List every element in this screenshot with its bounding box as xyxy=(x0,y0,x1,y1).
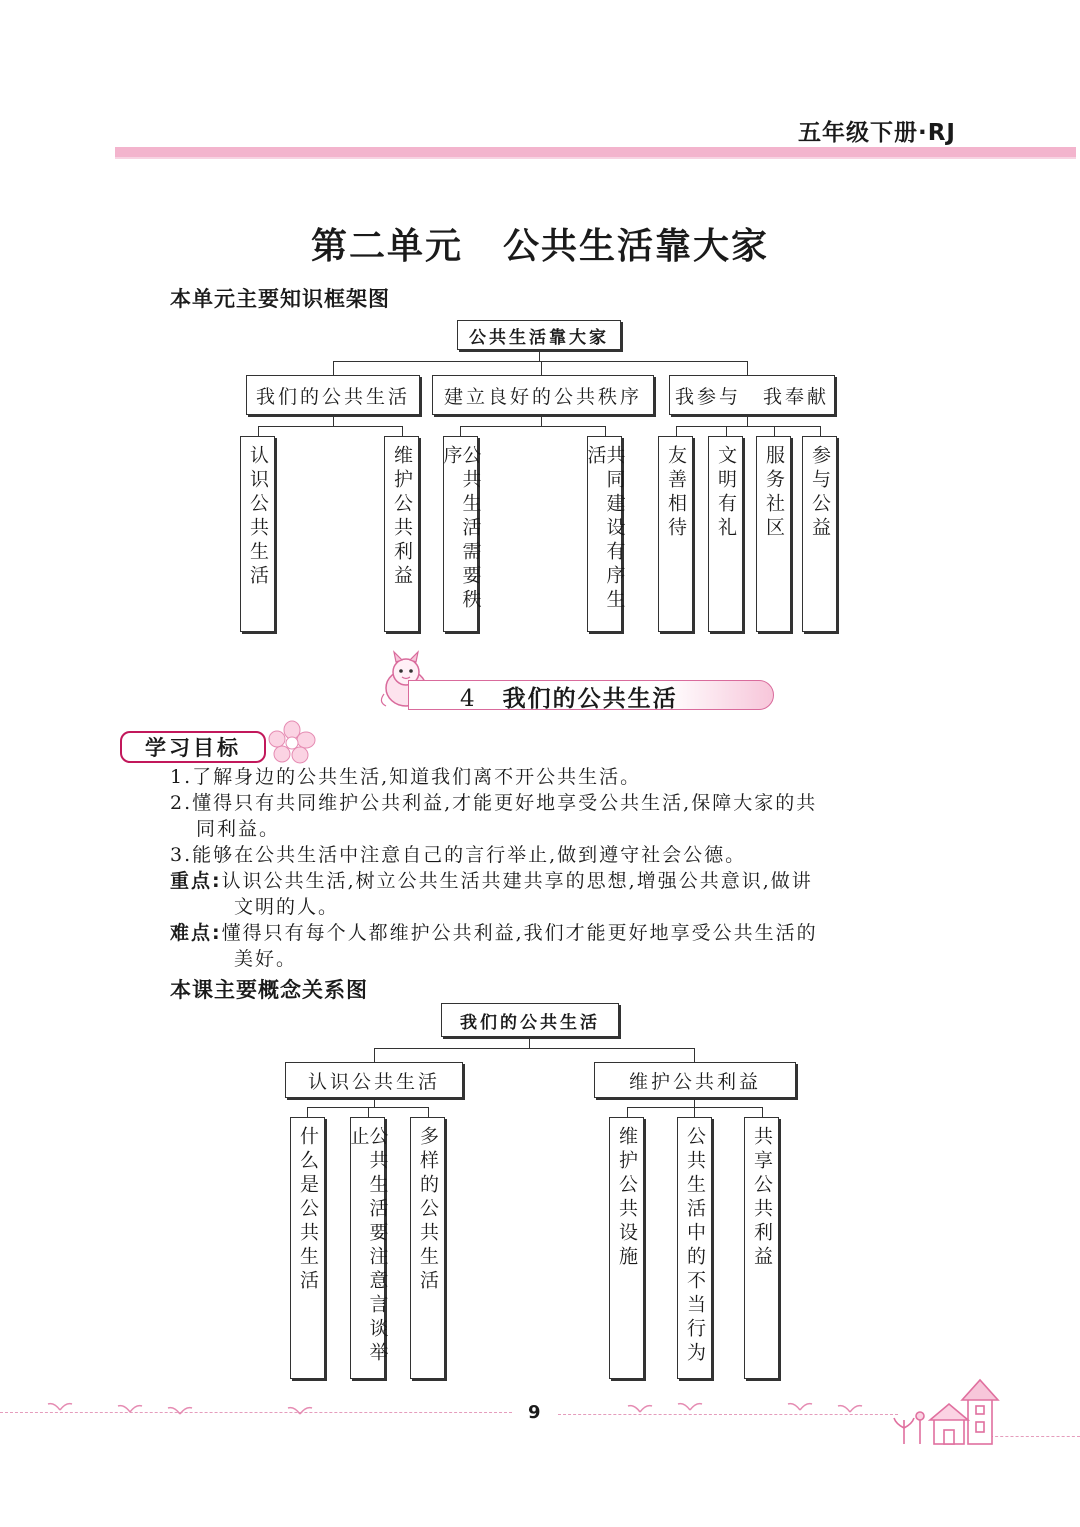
framework-leaf: 维护公共利益 xyxy=(384,436,419,632)
key-point-label: 重点: xyxy=(170,870,222,892)
concept-leaf: 维护公共设施 xyxy=(609,1117,644,1379)
connector xyxy=(428,1107,429,1117)
learning-goals-tag: 学习目标 xyxy=(120,731,266,763)
connector xyxy=(762,1107,763,1117)
footer-dash-end xyxy=(990,1436,1080,1437)
framework-leaf: 文明有礼 xyxy=(708,436,743,632)
framework-branch-2: 建立良好的公共秩序 xyxy=(432,375,654,415)
connector xyxy=(541,416,542,426)
difficult-point: 难点:懂得只有每个人都维护公共利益,我们才能更好地享受公共生活的 xyxy=(170,922,818,944)
lesson-number: 4 xyxy=(460,686,477,712)
connector xyxy=(307,1107,308,1117)
connector xyxy=(627,1107,628,1117)
unit-framework-label: 本单元主要知识框架图 xyxy=(170,287,390,311)
connector xyxy=(676,426,820,427)
connector xyxy=(694,1048,695,1062)
unit-title xyxy=(0,218,1080,269)
goal-item-2: 2.懂得只有共同维护公共利益,才能更好地享受公共生活,保障大家的共 xyxy=(170,792,818,814)
header-bar-shadow xyxy=(115,157,1076,159)
connector xyxy=(605,426,606,436)
grade-label: 五年级下册·RJ xyxy=(797,120,956,146)
connector xyxy=(747,361,748,375)
connector xyxy=(676,426,677,436)
lesson-name: 我们的公共生活 xyxy=(502,685,678,712)
connector xyxy=(258,426,259,436)
connector xyxy=(539,351,540,361)
connector xyxy=(726,426,727,436)
framework-leaf: 公共生活需要秩序 xyxy=(443,436,478,632)
framework-leaf: 认识公共生活 xyxy=(240,436,275,632)
difficult-point-label: 难点: xyxy=(170,922,222,944)
concept-leaf: 共享公共利益 xyxy=(744,1117,779,1379)
unit-number: 第二单元 xyxy=(310,225,463,267)
connector xyxy=(694,1099,695,1107)
flower-decoration-icon xyxy=(266,720,318,764)
connector xyxy=(333,416,334,426)
concept-leaf: 多样的公共生活 xyxy=(410,1117,445,1379)
framework-branch-1: 我们的公共生活 xyxy=(246,375,420,415)
goal-item-2-cont: 同利益。 xyxy=(196,818,281,840)
framework-leaf: 共同建设有序生活 xyxy=(587,436,622,632)
connector xyxy=(368,1107,369,1117)
concept-leaf: 公共生活中的不当行为 xyxy=(677,1117,712,1379)
unit-name: 公共生活靠大家 xyxy=(503,225,770,267)
concept-branch-2: 维护公共利益 xyxy=(594,1062,796,1098)
framework-root: 公共生活靠大家 xyxy=(457,320,621,350)
connector xyxy=(374,1048,694,1049)
connector xyxy=(541,361,542,375)
connector xyxy=(460,426,461,436)
footer-sprout-decoration-icon xyxy=(40,1396,880,1422)
difficult-point-cont: 美好。 xyxy=(234,948,298,970)
framework-leaf: 友善相待 xyxy=(658,436,693,632)
header-bar xyxy=(115,147,1076,157)
connector xyxy=(374,1048,375,1062)
connector xyxy=(774,426,775,436)
connector xyxy=(820,426,821,436)
key-point: 重点:认识公共生活,树立公共生活共建共享的思想,增强公共意识,做讲 xyxy=(170,870,813,892)
house-decoration-icon xyxy=(890,1376,1002,1448)
goals-text xyxy=(170,764,970,972)
framework-leaf: 参与公益 xyxy=(802,436,837,632)
connector xyxy=(333,361,334,375)
connector xyxy=(694,1107,695,1117)
connector xyxy=(460,426,605,427)
concept-branch-1: 认识公共生活 xyxy=(285,1062,463,1098)
lesson-concept-label: 本课主要概念关系图 xyxy=(170,978,368,1002)
concept-root: 我们的公共生活 xyxy=(441,1003,619,1037)
concept-leaf: 什么是公共生活 xyxy=(290,1117,325,1379)
connector xyxy=(402,426,403,436)
goal-item-3: 3.能够在公共生活中注意自己的言行举止,做到遵守社会公德。 xyxy=(170,844,747,866)
concept-leaf: 公共生活要注意言谈举止 xyxy=(350,1117,385,1379)
connector xyxy=(529,1038,530,1048)
lesson-title xyxy=(460,680,678,713)
connector xyxy=(258,426,402,427)
page-number: 9 xyxy=(528,1402,541,1423)
connector xyxy=(333,361,747,362)
connector xyxy=(747,416,748,426)
connector xyxy=(374,1099,375,1107)
framework-branch-3: 我参与 我奉献 xyxy=(669,375,835,415)
key-point-cont: 文明的人。 xyxy=(234,896,340,918)
framework-leaf: 服务社区 xyxy=(756,436,791,632)
goal-item-1: 1.了解身边的公共生活,知道我们离不开公共生活。 xyxy=(170,766,642,788)
